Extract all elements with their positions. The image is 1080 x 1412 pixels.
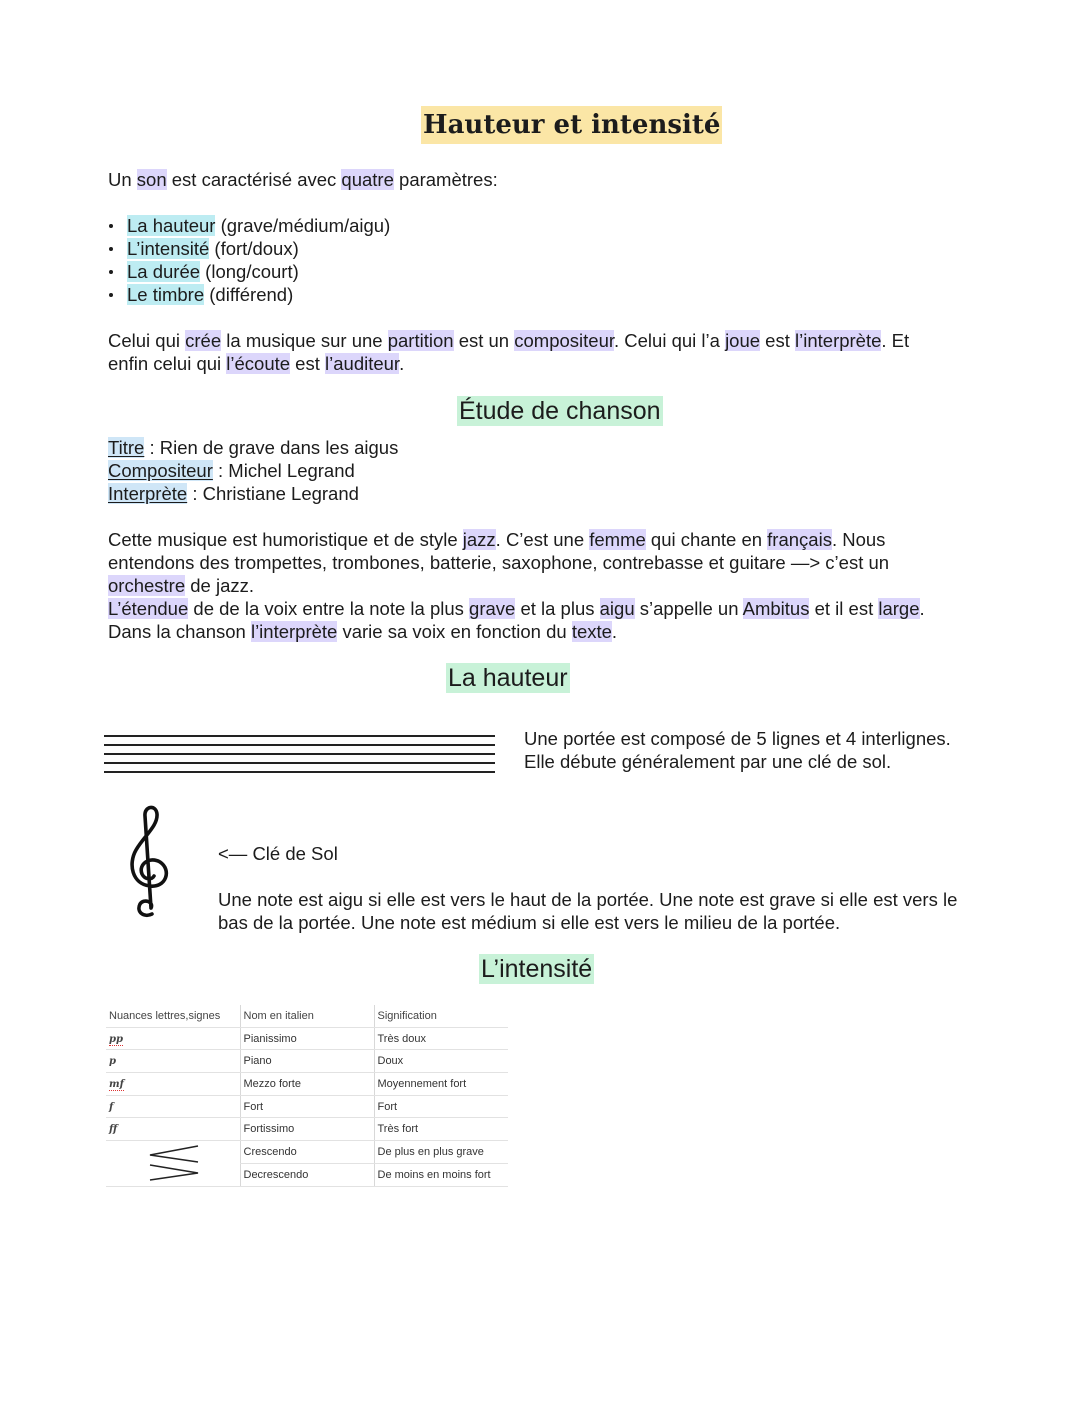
list-item — [108, 260, 390, 283]
highlight: femme — [589, 529, 646, 550]
table-cell: Fort — [374, 1095, 508, 1118]
highlight: l’interprète — [250, 621, 338, 642]
highlight: L’étendue — [108, 598, 189, 619]
text: . — [919, 598, 925, 619]
label: Interprète — [108, 483, 188, 504]
nuance-symbol — [106, 1095, 240, 1118]
highlight: aigu — [599, 598, 635, 619]
text: qui chante en — [645, 529, 768, 550]
text: et il est — [809, 598, 879, 619]
nuance-symbol — [106, 1027, 240, 1050]
text: et la plus — [515, 598, 600, 619]
table-row — [106, 1027, 508, 1050]
text: . Nous — [831, 529, 886, 550]
desc-line — [108, 528, 988, 551]
highlight: texte — [571, 621, 612, 642]
highlight-quatre: quatre — [341, 169, 394, 190]
parameters-list — [108, 214, 390, 306]
table-cell: Pianissimo — [240, 1027, 374, 1050]
table-cell: Decrescendo — [240, 1163, 374, 1186]
table-row — [106, 1073, 508, 1096]
treble-clef-icon — [124, 802, 176, 920]
text: est un — [453, 330, 515, 351]
table-header-row — [106, 1005, 508, 1027]
text: est — [760, 330, 796, 351]
highlight: joue — [725, 330, 761, 351]
musical-staff — [104, 735, 495, 773]
table-cell: Fort — [240, 1095, 374, 1118]
label: Compositeur — [108, 460, 213, 481]
highlight: crée — [185, 330, 222, 351]
table-cell: Fortissimo — [240, 1118, 374, 1141]
table-cell: De plus en plus grave — [374, 1141, 508, 1164]
value: : Rien de grave dans les aigus — [144, 437, 399, 458]
label: Titre — [108, 437, 145, 458]
text: est — [290, 353, 326, 374]
text: . C’est une — [495, 529, 590, 550]
hairpin-symbols-cell — [106, 1141, 240, 1186]
table-header: Nom en italien — [240, 1005, 374, 1027]
desc-line — [108, 574, 988, 597]
list-item — [108, 214, 390, 237]
param-key: La durée — [127, 261, 201, 282]
table-cell: Très doux — [374, 1027, 508, 1050]
text: varie sa voix en fonction du — [337, 621, 572, 642]
highlight: partition — [387, 330, 454, 351]
symbol-ff: ff — [109, 1124, 118, 1136]
page-title: Hauteur et intensité — [421, 106, 722, 144]
symbol-mf: mf — [109, 1078, 124, 1090]
highlight: l’interprète — [795, 330, 882, 351]
staff-line — [104, 762, 495, 764]
song-performer-line — [108, 482, 398, 505]
clef-label: <— Clé de Sol — [218, 843, 338, 864]
text: de jazz. — [185, 575, 255, 596]
table-row — [106, 1050, 508, 1073]
table-cell: Moyennement fort — [374, 1073, 508, 1096]
intro-paragraph — [108, 168, 498, 191]
param-desc: (fort/doux) — [209, 238, 299, 259]
table-header: Signification — [374, 1005, 508, 1027]
song-info — [108, 436, 398, 505]
table-row — [106, 1095, 508, 1118]
highlight: l’auditeur — [325, 353, 400, 374]
nuance-symbol — [106, 1050, 240, 1073]
desc-line — [108, 620, 988, 643]
highlight: l’écoute — [226, 353, 291, 374]
text: Dans la chanson — [108, 621, 251, 642]
list-item — [108, 283, 390, 306]
section-heading-intensite: L’intensité — [481, 955, 593, 983]
roles-paragraph — [108, 329, 978, 375]
value: : Christiane Legrand — [187, 483, 359, 504]
song-composer-line — [108, 459, 398, 482]
text: Celui qui — [108, 330, 186, 351]
param-key: La hauteur — [127, 215, 216, 236]
table-cell: Crescendo — [240, 1141, 374, 1164]
desc-line: entendons des trompettes, trombones, batterie, saxophone, contrebasse et guitare —> c’est un — [108, 552, 890, 573]
text: est caractérisé avec — [166, 169, 342, 190]
text: . — [611, 621, 618, 642]
highlight: jazz — [462, 529, 496, 550]
table-cell: De moins en moins fort — [374, 1163, 508, 1186]
desc-line — [108, 597, 988, 620]
symbol-f: f — [109, 1101, 114, 1113]
nuances-table — [106, 1005, 508, 1187]
symbol-p: p — [109, 1056, 116, 1068]
staff-description: Une portée est composé de 5 lignes et 4 interlignes. Elle débute généralement par une clé de sol. — [524, 728, 951, 772]
text: . Et — [881, 330, 910, 351]
highlight: français — [767, 529, 832, 550]
note-position-text: Une note est aigu si elle est vers le haut de la portée. Une note est grave si elle est vers le bas de la portée. Une note est médium si elle est vers le milieu de la portée. — [218, 889, 958, 933]
staff-line — [104, 735, 495, 737]
table-cell: Piano — [240, 1050, 374, 1073]
text: Un — [108, 169, 137, 190]
section-heading-hauteur: La hauteur — [448, 664, 568, 692]
param-desc: (grave/médium/aigu) — [215, 215, 391, 236]
nuance-symbol — [106, 1118, 240, 1141]
staff-line — [104, 753, 495, 755]
highlight: large — [878, 598, 920, 619]
text: . — [399, 353, 405, 374]
table-row — [106, 1141, 508, 1164]
list-item — [108, 237, 390, 260]
highlight: Ambitus — [742, 598, 810, 619]
text: . Celui qui l’a — [614, 330, 726, 351]
table-header: Nuances lettres,signes — [106, 1005, 240, 1027]
crescendo-decrescendo-icon — [146, 1143, 202, 1183]
symbol-pp: pp — [109, 1033, 123, 1045]
param-key: Le timbre — [127, 284, 205, 305]
highlight: orchestre — [108, 575, 186, 596]
text: Cette musique est humoristique et de style — [108, 529, 463, 550]
value: : Michel Legrand — [212, 460, 355, 481]
song-description — [108, 528, 988, 643]
song-title-line — [108, 436, 398, 459]
table-cell: Mezzo forte — [240, 1073, 374, 1096]
text: la musique sur une — [221, 330, 388, 351]
section-heading-chanson: Étude de chanson — [459, 397, 661, 425]
param-key: L’intensité — [127, 238, 210, 259]
text: paramètres: — [393, 169, 498, 190]
text: s’appelle un — [634, 598, 743, 619]
text: enfin celui qui — [108, 353, 227, 374]
staff-line — [104, 771, 495, 773]
table-cell: Doux — [374, 1050, 508, 1073]
highlight: compositeur — [514, 330, 614, 351]
nuance-symbol — [106, 1073, 240, 1096]
param-desc: (différend) — [204, 284, 294, 305]
highlight-son: son — [136, 169, 167, 190]
text: de de la voix entre la note la plus — [188, 598, 470, 619]
table-row — [106, 1118, 508, 1141]
highlight: grave — [469, 598, 516, 619]
param-desc: (long/court) — [200, 261, 299, 282]
staff-line — [104, 744, 495, 746]
table-cell: Très fort — [374, 1118, 508, 1141]
